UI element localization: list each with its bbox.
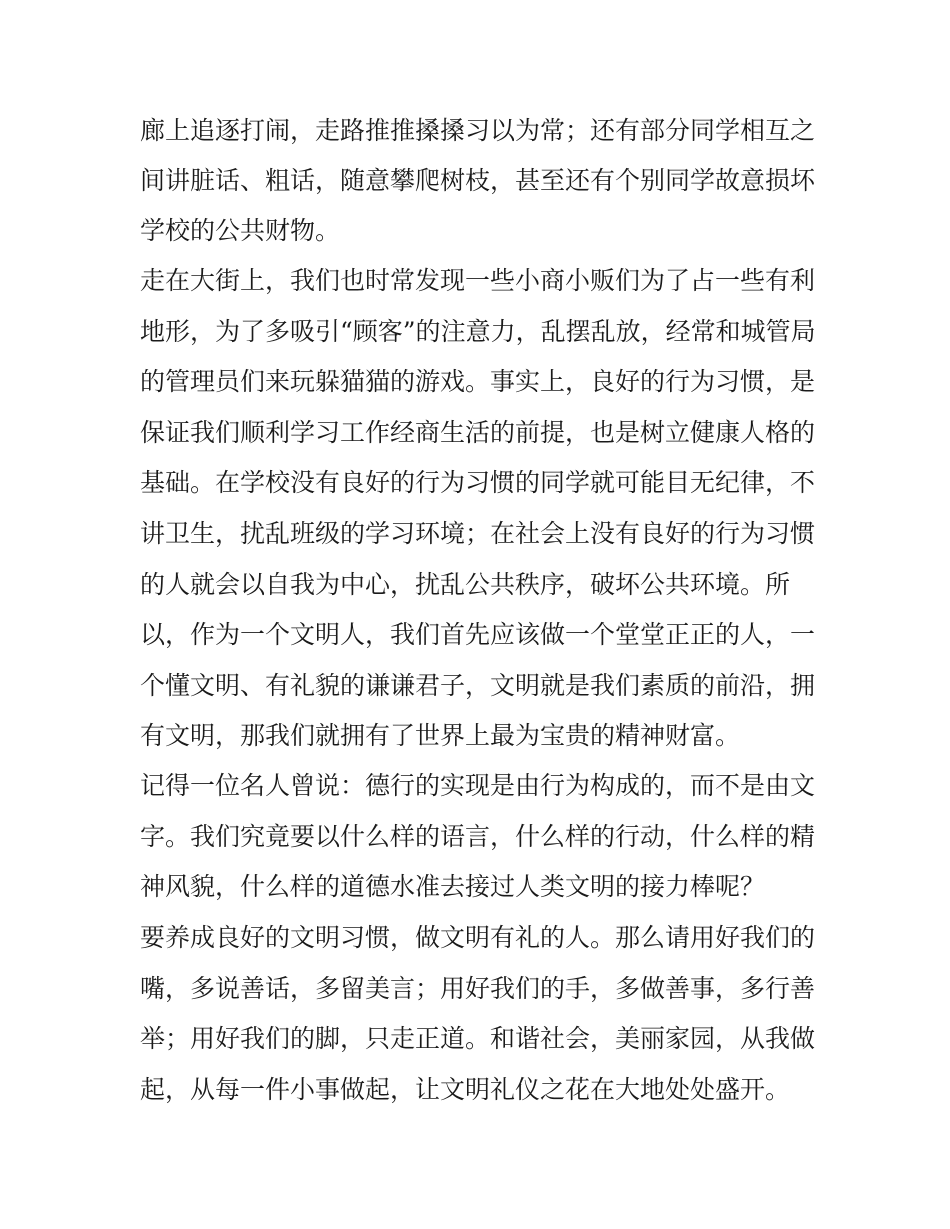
text-line: 记得一位名人曾说：德行的实现是由行为构成的，而不是由文 [140, 771, 816, 800]
text-line: 起，从每一件小事做起，让文明礼仪之花在大地处处盛开。 [140, 1075, 791, 1104]
text-line: 要养成良好的文明习惯，做文明有礼的人。那么请用好我们的 [140, 923, 816, 952]
text-line: 走在大街上，我们也时常发现一些小商小贩们为了占一些有利 [140, 266, 816, 295]
text-line: 个懂文明、有礼貌的谦谦君子，文明就是我们素质的前沿，拥 [140, 671, 816, 700]
text-line: 保证我们顺利学习工作经商生活的前提，也是树立健康人格的 [140, 418, 816, 447]
text-line: 以，作为一个文明人，我们首先应该做一个堂堂正正的人，一 [140, 620, 816, 649]
text-line: 基础。在学校没有良好的行为习惯的同学就可能目无纪律，不 [140, 468, 816, 497]
text-line: 字。我们究竟要以什么样的语言，什么样的行动，什么样的精 [140, 822, 816, 851]
text-line: 的人就会以自我为中心，扰乱公共秩序，破坏公共环境。所 [140, 570, 791, 599]
text-line: 学校的公共财物。 [140, 216, 341, 245]
text-line: 地形，为了多吸引“顾客”的注意力，乱摆乱放，经常和城管局 [140, 317, 816, 346]
text-line: 嘴，多说善话，多留美言；用好我们的手，多做善事，多行善 [140, 974, 816, 1003]
text-line: 廊上追逐打闹，走路推推搡搡习以为常；还有部分同学相互之 [140, 116, 816, 145]
text-line: 有文明，那我们就拥有了世界上最为宝贵的精神财富。 [140, 721, 741, 750]
text-line: 间讲脏话、粗话，随意攀爬树枝，甚至还有个别同学故意损坏 [140, 166, 816, 195]
text-line: 举；用好我们的脚，只走正道。和谐社会，美丽家园，从我做 [140, 1024, 816, 1053]
text-line: 讲卫生，扰乱班级的学习环境；在社会上没有良好的行为习惯 [140, 519, 816, 548]
text-line: 神风貌，什么样的道德水准去接过人类文明的接力棒呢？ [140, 872, 766, 901]
text-line: 的管理员们来玩躲猫猫的游戏。事实上，良好的行为习惯，是 [140, 367, 816, 396]
